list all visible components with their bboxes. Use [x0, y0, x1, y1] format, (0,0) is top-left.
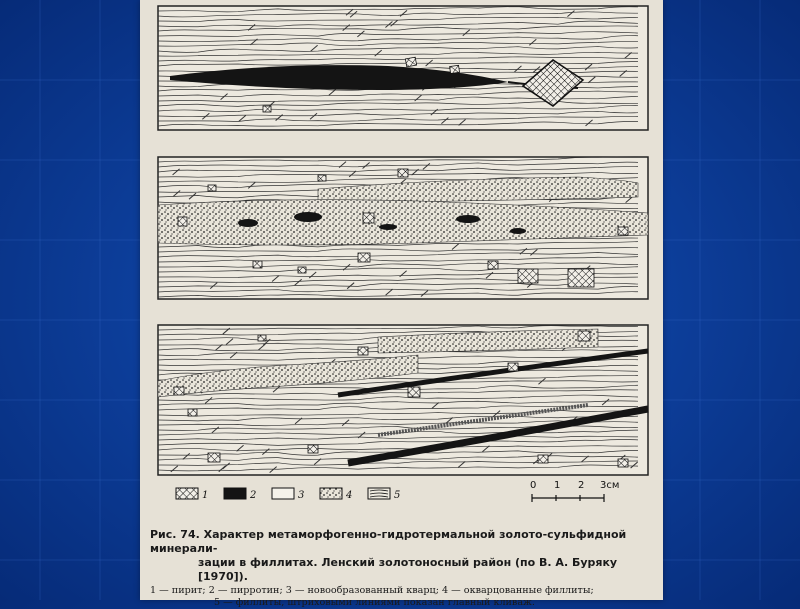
legend-item-pyrrhotite	[224, 488, 256, 501]
legend-item-silicified	[320, 488, 352, 501]
caption-title-line-1: Рис. 74. Характер метаморфогенно-гидротермальной золото-сульфидной минерали-	[150, 528, 627, 555]
section-panel-2	[158, 157, 648, 299]
caption-desc-line-2: 5 — филлиты, штриховыми линиями показан главный кливаж.	[214, 597, 535, 608]
caption-title	[150, 528, 655, 584]
figure-caption	[150, 528, 655, 609]
scale-bar	[528, 478, 648, 508]
scale-tick-3: 3см	[600, 480, 620, 491]
scale-tick-0: 0	[530, 480, 537, 491]
legend-num-4: 4	[346, 490, 353, 501]
legend-num-5: 5	[394, 490, 401, 501]
legend-item-pyrite	[176, 488, 208, 501]
legend-num-3: 3	[298, 490, 305, 501]
legend-num-2: 2	[250, 490, 257, 501]
section-panel-3	[158, 325, 648, 475]
legend-num-1: 1	[202, 490, 209, 501]
caption-description	[150, 585, 655, 609]
legend-item-quartz	[272, 488, 304, 501]
figure-legend	[176, 486, 436, 502]
section-panel-1	[158, 6, 648, 130]
caption-title-line-2: зации в филлитах. Ленский золотоносный район (по В. А. Буряку [1970]).	[198, 556, 618, 583]
caption-desc-line-1: 1 — пирит; 2 — пирротин; 3 — новообразованный кварц; 4 — окварцованные филлиты;	[150, 585, 594, 596]
legend-item-phyllite	[368, 488, 400, 501]
scanned-page	[140, 0, 663, 608]
scale-tick-1: 1	[554, 480, 561, 491]
scale-tick-2: 2	[578, 480, 585, 491]
